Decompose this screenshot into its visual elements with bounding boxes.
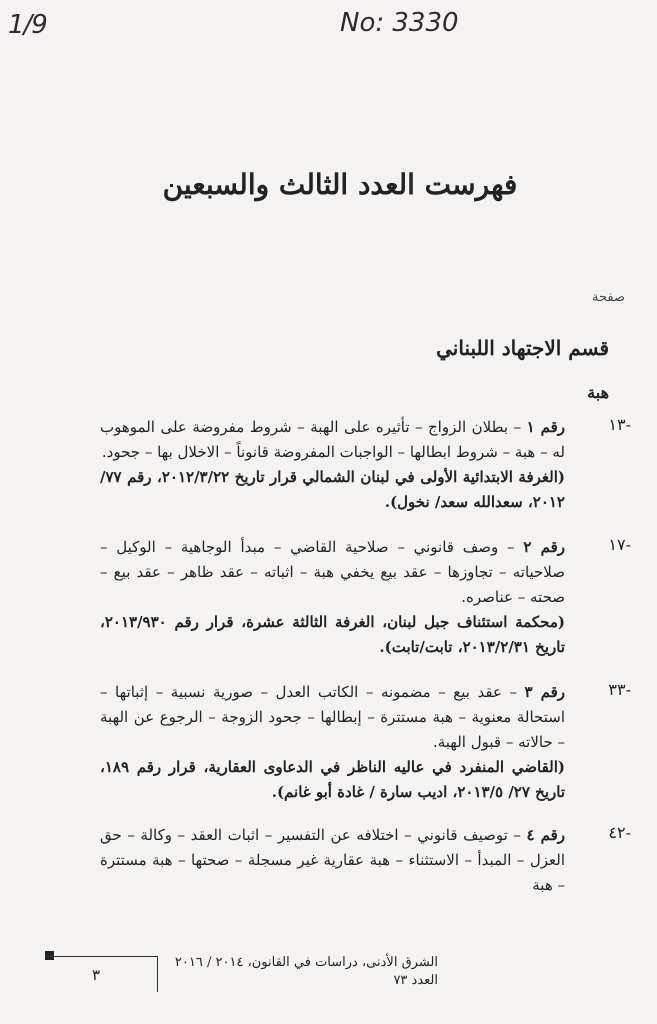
entry-text: – بطلان الزواج – تأثيره على الهبة – شروط مفروضة على الموهوب له – هبة – شروط ابطالها – الواجبات المفروضة قانوناً – الاخلال بها – جحود.: [100, 418, 565, 461]
handwritten-mark-left: 1/9: [8, 10, 47, 40]
entry-source: (القاضي المنفرد في عاليه الناظر في الدعاوى العقارية، قرار رقم ١٨٩، تاريخ ٢٧/ ٢٠١٣/٥، اديب سارة / غادة أبو غانم).: [100, 758, 565, 801]
footer-issue: العدد ٧٣: [393, 973, 438, 988]
entry-page-number: -٤٢: [608, 823, 631, 842]
entry-body: [100, 680, 565, 805]
page-column-label: صفحة: [592, 290, 625, 305]
entry-text: – وصف قانوني – صلاحية القاضي – مبدأ الوجاهية – الوكيل – صلاحياته – تجاوزها – عقد بيع يخفي هبة – اثباته – عقد ظاهر – عقد بيع – صحته – عناصره.: [100, 538, 565, 606]
entry-page-number: -١٧: [608, 535, 631, 554]
section-title: قسم الاجتهاد اللبناني: [436, 336, 609, 360]
footer-publication: [168, 954, 438, 990]
entry-text: – توصيف قانوني – اختلافه عن التفسير – اثبات العقد – وكالة – حق العزل – المبدأ – الاستثناء – هبة عقارية غير مسجلة – صحتها – هبة مستترة – هبة: [100, 826, 565, 894]
entry-source: (محكمة استئناف جبل لبنان، الغرفة الثالثة عشرة، قرار رقم ٢٠١٣/٩٣٠، تاريخ ٢٠١٣/٢/٣١، تابت/تابت).: [100, 613, 565, 656]
entry-source: (الغرفة الابتدائية الأولى في لبنان الشمالي قرار تاريخ ٢٠١٢/٣/٢٢، رقم ٧٧/ ٢٠١٢، سعدالله سعد/ نخول).: [100, 468, 565, 511]
page-footer: [0, 956, 657, 996]
entry-lead: رقم ١: [526, 418, 565, 436]
handwritten-number-top: No: 3330: [340, 8, 459, 38]
footer-publication-title: الشرق الأدنى، دراسات في القانون، ٢٠١٤ / ٢٠١٦: [174, 955, 438, 970]
footer-rule: [45, 956, 157, 957]
subject-heading: هبة: [587, 383, 609, 402]
footer-page-number: ٣: [92, 966, 101, 984]
entry-page-number: -٣٣: [608, 680, 631, 699]
entry-page-number: -١٣: [608, 415, 631, 434]
entry-body: [100, 415, 565, 515]
footer-divider: [157, 956, 158, 992]
entry-lead: رقم ٢: [523, 538, 566, 556]
entry-body: [100, 535, 565, 660]
entry-text: – عقد بيع – مضمونه – الكاتب العدل – صورية نسبية – إثباتها – استحالة معنوية – هبة مستترة – إبطالها – جحود الزوجة – الرجوع عن الهبة – حالاته – قبول الهبة.: [100, 683, 565, 751]
entry-lead: رقم ٣: [524, 683, 566, 701]
page-title: فهرست العدد الثالث والسبعين: [162, 168, 518, 201]
entry-body: [100, 823, 565, 898]
entry-lead: رقم ٤: [526, 826, 565, 844]
